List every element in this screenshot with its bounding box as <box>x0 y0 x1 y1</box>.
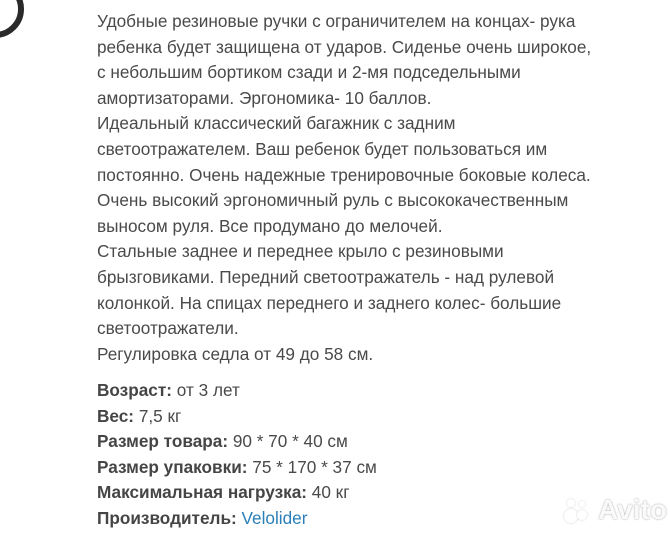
description-line: с небольшим бортиком сзади и 2-мя подседельными <box>97 62 521 83</box>
spec-value: от 3 лет <box>176 380 240 400</box>
spec-label: Размер товара: <box>97 431 229 452</box>
description-line: постоянно. Очень надежные тренировочные боковые колеса. <box>97 164 591 185</box>
description-line: ребенка будет защищена от ударов. Сиденье очень широкое, <box>97 36 592 57</box>
spec-age <box>97 378 657 404</box>
spec-product-size <box>97 429 657 455</box>
description-line: Идеальный классический багажник с задним <box>97 113 456 134</box>
description-line: Очень высокий эргономичный руль с высококачественным <box>97 190 569 211</box>
avito-logo-icon <box>562 495 592 525</box>
spec-value: 40 кг <box>311 482 350 503</box>
spec-label: Возраст: <box>97 380 172 400</box>
description-line: светоотражателем. Ваш ребенок будет пользоваться им <box>97 138 548 159</box>
spec-value: 75 * 170 * 37 см <box>252 456 377 477</box>
spec-label: Вес: <box>97 405 135 426</box>
spec-label: Размер упаковки: <box>97 456 248 477</box>
watermark-text: Avito <box>598 494 667 525</box>
spec-value: 7,5 кг <box>138 405 182 426</box>
description-line: выносом руля. Все продумано до мелочей. <box>97 215 443 236</box>
manufacturer-link[interactable]: Velolider <box>241 507 308 528</box>
product-description <box>97 9 667 367</box>
spec-package-size <box>97 455 657 481</box>
description-line: Удобные резиновые ручки с ограничителем на концах- рука <box>97 11 576 31</box>
description-line: Регулировка седла от 49 до 58 см. <box>97 343 374 364</box>
description-line: светоотражатели. <box>97 318 239 339</box>
spec-value: 90 * 70 * 40 см <box>232 431 348 452</box>
description-line: брызговиками. Передний светоотражатель - над рулевой <box>97 266 555 287</box>
description-line: Стальные заднее и переднее крыло с резиновыми <box>97 241 504 262</box>
description-line: амортизаторами. Эргономика- 10 баллов. <box>97 87 432 108</box>
spec-weight <box>97 404 657 430</box>
avito-watermark <box>562 494 667 526</box>
spec-label: Производитель: <box>97 507 237 528</box>
spec-label: Максимальная нагрузка: <box>97 482 307 503</box>
description-line: колонкой. На спицах переднего и заднего колес- большие <box>97 292 562 313</box>
product-image-fragment <box>0 0 24 38</box>
